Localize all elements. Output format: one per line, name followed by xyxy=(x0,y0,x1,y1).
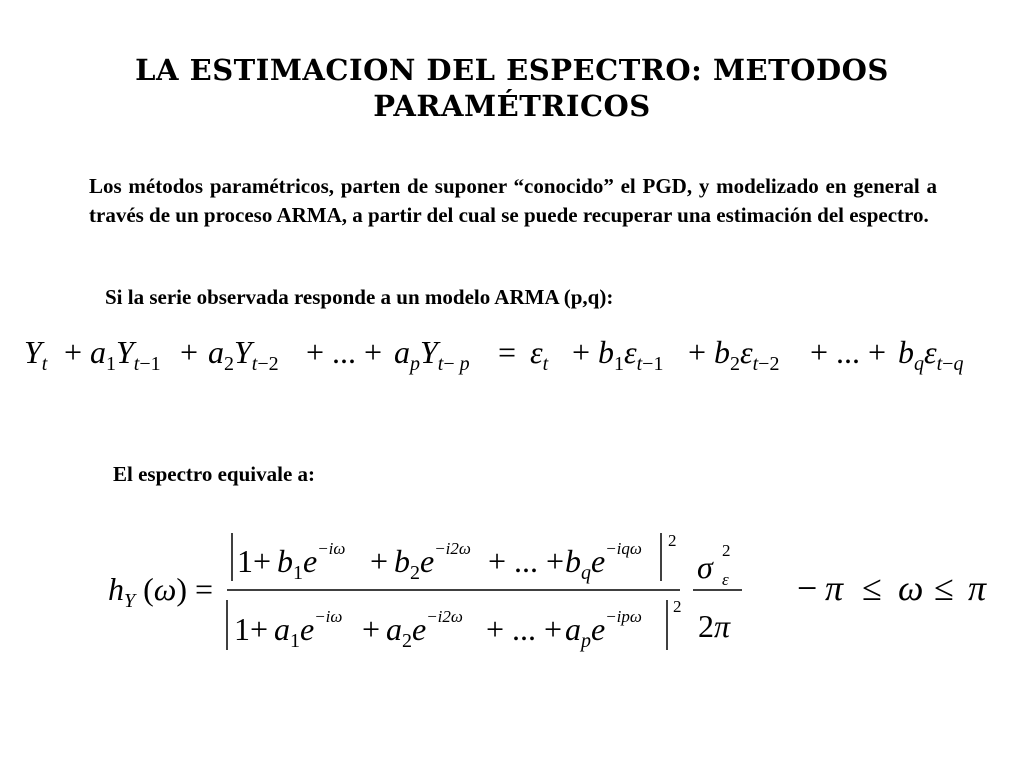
eq-term: $Y_t$ xyxy=(24,334,48,375)
svg-text:+ ... +: + ... + xyxy=(486,611,563,647)
svg-text:εt: $\varepsilon_t$ xyxy=(530,334,549,375)
svg-text:bqεt−q: $b_q\varepsilon_t-q$ xyxy=(898,334,964,375)
svg-text:b1εt−1: $b_1\varepsilon_t-1$ xyxy=(598,334,664,375)
svg-text:ape−ipω: $a_pe^{-ip\omega}$ xyxy=(565,607,642,652)
svg-text:π: π xyxy=(825,568,844,608)
svg-text:b2e−i2ω: $b_2e^{-i2\omega}$ xyxy=(394,539,471,584)
svg-text:+: + xyxy=(572,334,591,370)
svg-text:≤: ≤ xyxy=(862,568,882,608)
svg-text:ε: ε xyxy=(722,570,729,589)
svg-text:+: + xyxy=(362,611,381,647)
slide-title: LA ESTIMACION DEL ESPECTRO: METODOS PARAMÉTRICOS xyxy=(135,53,889,123)
svg-text:+: + xyxy=(370,543,389,579)
svg-text:2π: 2π xyxy=(698,608,731,644)
svg-text:+ ... +: + ... + xyxy=(488,543,565,579)
svg-text:2: 2 xyxy=(673,597,682,616)
svg-text:apYt− p: $a_pY_t- p$ xyxy=(394,334,470,375)
svg-text:ω: ω xyxy=(898,568,924,608)
svg-text:=: = xyxy=(498,334,517,370)
svg-text:+: + xyxy=(253,543,272,579)
svg-text:σ: σ xyxy=(697,549,713,585)
svg-text:+: + xyxy=(64,334,83,370)
intro-paragraph: Los métodos paramétricos, parten de suponer “conocido” el PGD, y modelizado en general a través de un proceso ARMA, a partir del cual se puede recuperar una estimación del espectro. xyxy=(89,174,937,227)
svg-text:+ ... +: + ... + xyxy=(306,334,383,370)
svg-text:=: = xyxy=(195,571,214,607)
svg-text:−: − xyxy=(797,568,818,608)
svg-text:a1Yt−1: $a_1Y_t-1$ xyxy=(90,334,161,375)
spectrum-intro-text: El espectro equivale a: xyxy=(113,462,316,486)
svg-text:b2εt−2: $b_2\varepsilon_t-2$ xyxy=(714,334,780,375)
svg-text:b1e−iω: $b_1e^{-i\omega}$ xyxy=(277,539,346,584)
arma-intro-text: Si la serie observada responde a un modelo ARMA (p,q): xyxy=(105,285,614,309)
svg-text:2: 2 xyxy=(668,531,677,550)
svg-text:a2Yt−2: $a_2Y_t-2$ xyxy=(208,334,279,375)
svg-text:a1e−iω: $a_1e^{-i\omega}$ xyxy=(274,607,343,652)
svg-text:2: 2 xyxy=(722,541,731,560)
svg-text:+: + xyxy=(250,611,269,647)
svg-text:π: π xyxy=(968,568,987,608)
svg-text:+ ... +: + ... + xyxy=(810,334,887,370)
svg-text:hY (ω): $h_Y$ (ω) xyxy=(108,571,188,612)
svg-text:1: 1 xyxy=(237,543,253,579)
svg-text:a2e−i2ω: $a_2e^{-i2\omega}$ xyxy=(386,607,463,652)
svg-text:≤: ≤ xyxy=(934,568,954,608)
svg-text:+: + xyxy=(688,334,707,370)
svg-text:+: + xyxy=(180,334,199,370)
svg-text:bqe−iqω: $b_qe^{-iq\omega}$ xyxy=(565,539,642,584)
svg-text:1: 1 xyxy=(234,611,250,647)
